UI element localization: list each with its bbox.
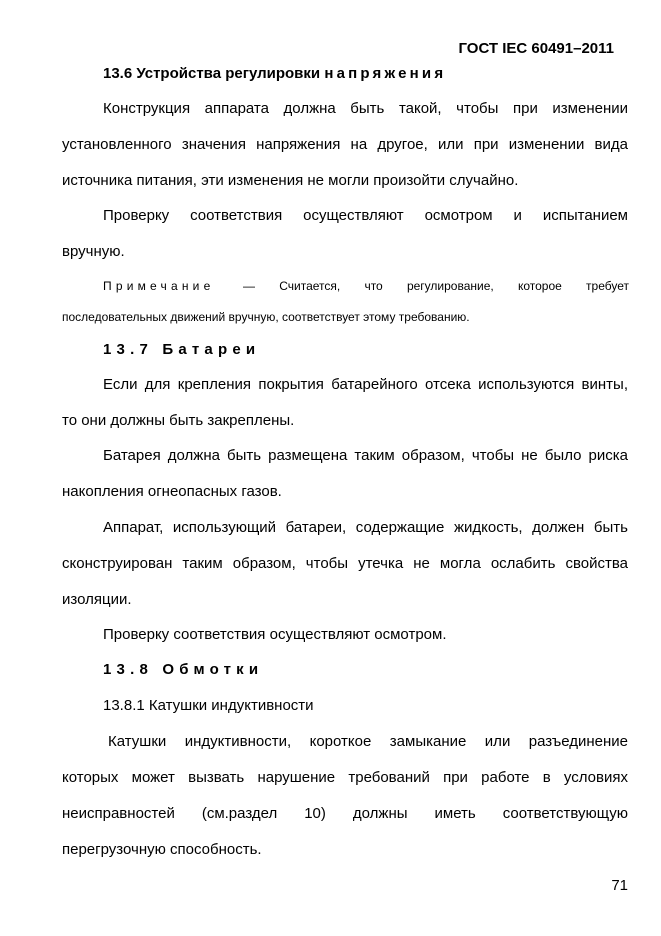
- section-13-8-1-para1-line3: неисправностей (см.раздел 10) должны иметь соответствующую: [62, 805, 628, 822]
- section-13-6-title-spaced: напряжения: [324, 65, 447, 82]
- section-13-6-para1-line1: Конструкция аппарата должна быть такой, чтобы при изменении: [103, 100, 628, 117]
- section-13-7-para2-line1: Батарея должна быть размещена таким образом, чтобы не было риска: [103, 447, 628, 464]
- section-13-7-para2-line2: накопления огнеопасных газов.: [62, 483, 282, 500]
- section-13-7-para3-line2: сконструирован таким образом, чтобы утечка не могла ослабить свойства: [62, 555, 628, 572]
- section-13-6-para1-line2: установленного значения напряжения на другое, или при изменении вида: [62, 136, 628, 153]
- section-13-8-1-para1-line4: перегрузочную способность.: [62, 841, 262, 858]
- section-13-6-title-lead: 13.6 Устройства регулировки: [103, 65, 321, 82]
- section-13-7-para1-line2: то они должны быть закреплены.: [62, 412, 295, 429]
- section-13-7-title: 13.7 Батареи: [103, 341, 261, 358]
- section-13-8-1-para1-line2: которых может вызвать нарушение требований при работе в условиях: [62, 769, 628, 786]
- section-13-6-para2-line1: Проверку соответствия осуществляют осмотром и испытанием: [103, 207, 628, 224]
- section-13-7-para1-line1: Если для крепления покрытия батарейного отсека используются винты,: [103, 376, 628, 393]
- section-13-6-para2-line2: вручную.: [62, 243, 125, 260]
- section-13-7-para3-line1: Аппарат, использующий батареи, содержащие жидкость, должен быть: [103, 519, 628, 536]
- section-13-7-para3-line3: изоляции.: [62, 591, 132, 608]
- note-continuation: последовательных движений вручную, соответствует этому требованию.: [62, 310, 470, 324]
- section-13-6-title: [103, 65, 446, 83]
- section-13-6-para1-line3: источника питания, эти изменения не могли произойти случайно.: [62, 172, 519, 189]
- section-13-7-para4: Проверку соответствия осуществляют осмотром.: [103, 626, 447, 643]
- section-13-8-title: 13.8 Обмотки: [103, 661, 264, 678]
- section-13-8-1-para1-line1: Катушки индуктивности, короткое замыкание или разъединение: [108, 733, 628, 750]
- note-label: Примечание: [103, 279, 215, 293]
- document-standard-header: ГОСТ IEC 60491–2011: [458, 40, 614, 57]
- page-number: 71: [611, 877, 628, 894]
- section-13-8-1-subtitle: 13.8.1 Катушки индуктивности: [103, 697, 314, 714]
- note-text: — Считается, что регулирование, которое требует: [243, 279, 629, 293]
